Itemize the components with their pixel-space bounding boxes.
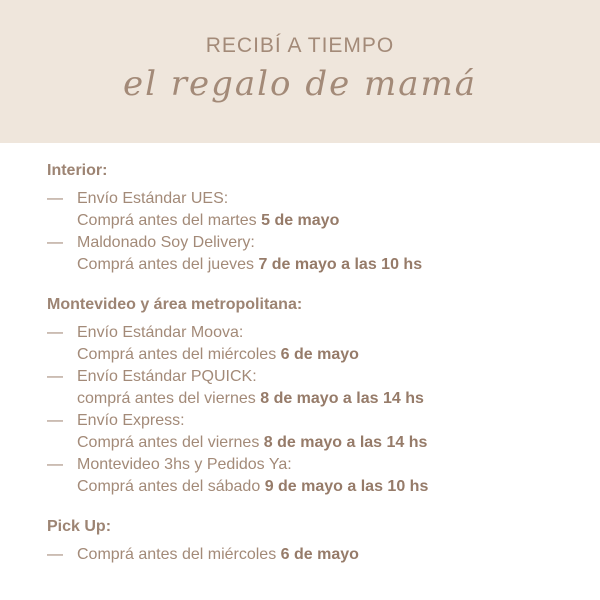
item-label: Montevideo 3hs y Pedidos Ya:	[77, 456, 292, 473]
list-item	[47, 322, 428, 366]
dash-icon: —	[47, 546, 63, 563]
list-item	[47, 188, 422, 232]
dash-icon: —	[47, 324, 63, 341]
item-deadline: Comprá antes del miércoles 6 de mayo	[77, 546, 359, 563]
list-item	[47, 544, 359, 566]
section-pickup	[47, 516, 359, 566]
header-banner	[0, 0, 600, 143]
item-label: Envío Estándar UES:	[77, 190, 229, 207]
section-interior	[47, 160, 422, 276]
dash-icon: —	[47, 234, 63, 251]
item-deadline: comprá antes del viernes 8 de mayo a las 14 hs	[77, 390, 424, 407]
list-item	[47, 366, 428, 410]
list-item	[47, 454, 428, 498]
item-deadline: Comprá antes del martes 5 de mayo	[77, 212, 340, 229]
item-deadline: Comprá antes del sábado 9 de mayo a las 10 hs	[77, 478, 429, 495]
item-label: Envío Estándar PQUICK:	[77, 368, 257, 385]
dash-icon: —	[47, 190, 63, 207]
dash-icon: —	[47, 368, 63, 385]
header-title: RECIBÍ A TIEMPO	[205, 34, 395, 57]
item-label: Maldonado Soy Delivery:	[77, 234, 255, 251]
item-label: Envío Estándar Moova:	[77, 324, 244, 341]
section-title: Montevideo y área metropolitana:	[47, 296, 303, 313]
item-deadline: Comprá antes del jueves 7 de mayo a las 10 hs	[77, 256, 423, 273]
list-item	[47, 410, 428, 454]
item-deadline: Comprá antes del viernes 8 de mayo a las 14 hs	[77, 434, 428, 451]
dash-icon: —	[47, 456, 63, 473]
list-item	[47, 232, 422, 276]
section-title: Pick Up:	[47, 518, 112, 535]
item-deadline: Comprá antes del miércoles 6 de mayo	[77, 346, 359, 363]
section-title: Interior:	[47, 162, 108, 179]
item-label: Envío Express:	[77, 412, 185, 429]
section-montevideo	[47, 294, 428, 498]
dash-icon: —	[47, 412, 63, 429]
header-script-title: el regalo de mamá	[122, 64, 478, 104]
